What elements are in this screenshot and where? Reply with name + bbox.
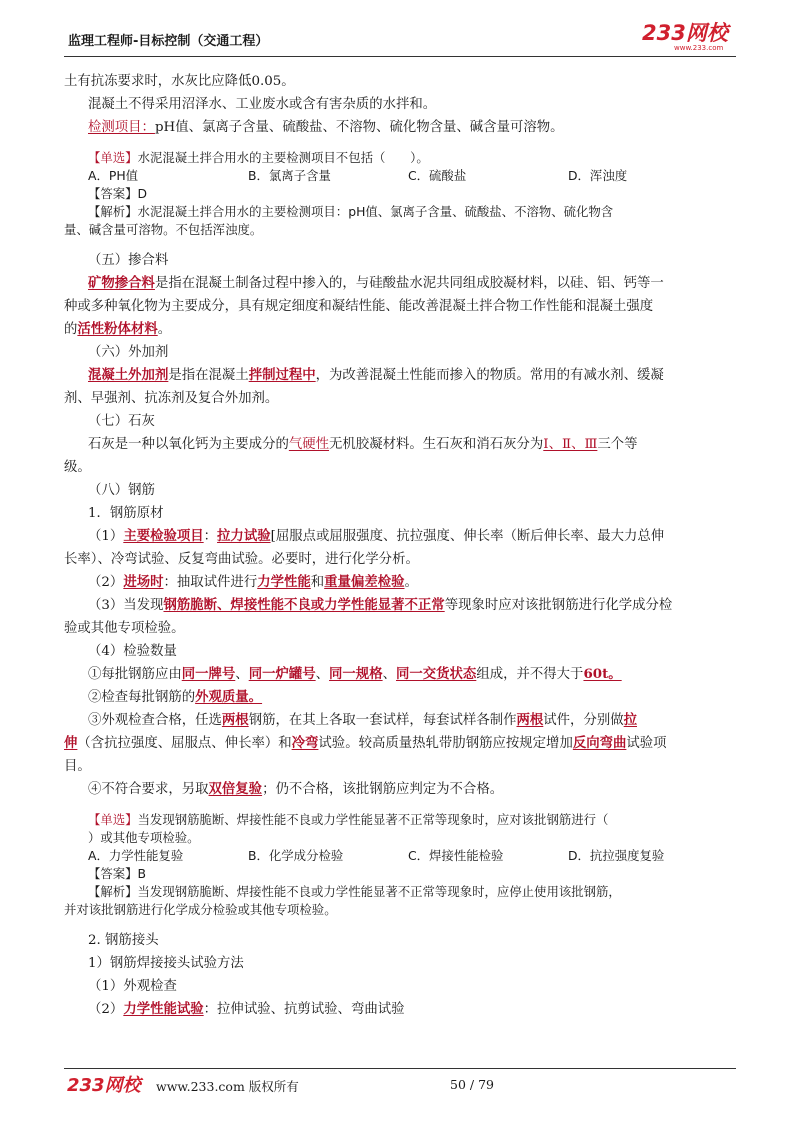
- paragraph: （1）外观检查: [88, 979, 177, 994]
- paragraph: 矿物掺合料是指在混凝土制备过程中掺入的，与硅酸盐水泥共同组成胶凝材料，以硅、铝、钙等一: [88, 275, 664, 291]
- option-b: B．氯离子含量: [248, 168, 331, 183]
- keyword: 活性粉体材料: [77, 321, 158, 337]
- analysis: 量、碱含量可溶物。不包括浑浊度。: [64, 222, 263, 237]
- section-heading: （五）掺合料: [88, 253, 169, 268]
- question-block-2: [64, 811, 736, 919]
- answer: 【答案】B: [88, 866, 147, 881]
- keyword: 外观质量。: [195, 689, 263, 705]
- page-number: 50 / 79: [450, 1077, 494, 1092]
- option-a: A．力学性能复验: [88, 848, 184, 863]
- analysis: 【解析】当发现钢筋脆断、焊接性能不良或力学性能显著不正常等现象时，应停止使用该批钢筋，: [88, 884, 621, 899]
- keyword: Ⅰ、Ⅱ、Ⅲ: [543, 437, 598, 452]
- keyword: 进场时: [123, 574, 164, 590]
- page-content: [64, 70, 736, 1021]
- option-d: D．抗拉强度复验: [568, 848, 665, 863]
- paragraph: ④不符合要求，另取双倍复验；仍不合格，该批钢筋应判定为不合格。: [88, 781, 504, 797]
- keyword: 力学性能: [257, 574, 311, 590]
- section-heading: （六）外加剂: [88, 345, 169, 360]
- answer: 【答案】D: [88, 186, 148, 201]
- logo-sub: www.233.com: [674, 44, 724, 52]
- paragraph: 级。: [64, 460, 91, 475]
- paragraph: （2）进场时：抽取试件进行力学性能和重量偏差检验。: [88, 574, 418, 590]
- question-options: [64, 847, 736, 865]
- question-stem: ）或其他专项检验。: [88, 830, 200, 845]
- keyword: 重量偏差检验: [324, 574, 405, 590]
- option-c: C．焊接性能检验: [408, 848, 504, 863]
- footer-logo-text: 233网校: [67, 1075, 141, 1096]
- paragraph: 石灰是一种以氧化钙为主要成分的气硬性无机胶凝材料。生石灰和消石灰分为Ⅰ、Ⅱ、Ⅲ三个等: [88, 437, 638, 452]
- section-heading: （八）钢筋: [88, 483, 155, 498]
- question-stem: 水泥混凝土拌合用水的主要检测项目不包括（ ）。: [137, 150, 429, 165]
- section-heading: （七）石灰: [88, 414, 155, 429]
- page-header: [64, 18, 736, 57]
- question-stem: 当发现钢筋脆断、焊接性能不良或力学性能显著不正常等现象时，应对该批钢筋进行（: [137, 812, 609, 827]
- keyword: 检测项目：: [88, 120, 155, 135]
- paragraph: 长率）、冷弯试验、反复弯曲试验。必要时，进行化学分析。: [64, 552, 419, 567]
- analysis: 并对该批钢筋进行化学成分检验或其他专项检验。: [64, 902, 337, 917]
- paragraph: （3）当发现钢筋脆断、焊接性能不良或力学性能显著不正常等现象时应对该批钢筋进行化学成分检: [88, 597, 673, 613]
- option-a: A．PH值: [88, 168, 139, 183]
- analysis: 【解析】水泥混凝土拌合用水的主要检测项目：pH值、氯离子含量、硫酸盐、不溶物、硫化物含: [88, 204, 614, 219]
- keyword: 两根: [221, 712, 249, 728]
- option-b: B．化学成分检验: [248, 848, 344, 863]
- paragraph: 验或其他专项检验。: [64, 621, 185, 636]
- paragraph: 的活性粉体材料。: [64, 321, 172, 337]
- paragraph: ③外观检查合格，任选两根钢筋，在其上各取一套试样，每套试样各制作两根试件，分别做拉: [88, 712, 638, 728]
- keyword: 力学性能试验: [123, 1001, 204, 1017]
- paragraph: 目。: [64, 759, 91, 774]
- paragraph: （4）检验数量: [88, 644, 177, 659]
- footer-logo: [66, 1071, 146, 1097]
- keyword: 同一交货状态: [395, 666, 477, 682]
- question-block-1: [64, 149, 736, 239]
- footer-site: www.233.com 版权所有: [156, 1079, 299, 1094]
- keyword: 钢筋脆断、焊接性能不良或力学性能显著不正常: [163, 597, 445, 613]
- keyword: 主要检验项目: [123, 528, 204, 544]
- keyword: 同一炉罐号: [248, 666, 316, 682]
- question-tag: 【单选】: [88, 812, 138, 827]
- keyword: 矿物掺合料: [88, 275, 155, 291]
- subsection-heading: 1．钢筋原材: [88, 506, 164, 521]
- keyword: 伸: [64, 735, 78, 751]
- paragraph: 检测项目：pH值、氯离子含量、硫酸盐、不溶物、硫化物含量、碱含量可溶物。: [88, 120, 564, 135]
- logo-text: 233网校: [642, 21, 728, 45]
- subsection-heading: 2. 钢筋接头: [88, 933, 159, 948]
- header-title: 监理工程师-目标控制（交通工程）: [68, 34, 269, 49]
- keyword: 同一牌号: [181, 666, 236, 682]
- keyword: 60t。: [583, 666, 622, 682]
- paragraph: 剂、早强剂、抗冻剂及复合外加剂。: [64, 391, 279, 406]
- keyword: 气硬性: [288, 437, 330, 452]
- keyword: 双倍复验: [208, 781, 263, 797]
- paragraph: 混凝土外加剂是指在混凝土拌制过程中，为改善混凝土性能而掺入的物质。常用的有减水剂、缓凝: [88, 367, 664, 383]
- paragraph: （1）主要检验项目：拉力试验[屈服点或屈服强度、抗拉强度、伸长率（断后伸长率、最大力总伸: [88, 528, 665, 544]
- option-d: D．浑浊度: [568, 168, 628, 183]
- paragraph: 混凝土不得采用沼泽水、工业废水或含有害杂质的水拌和。: [88, 97, 437, 112]
- question-options: [64, 167, 736, 185]
- keyword: 两根: [516, 712, 544, 728]
- option-c: C．硫酸盐: [408, 168, 467, 183]
- paragraph: ②检查每批钢筋的外观质量。: [88, 689, 263, 705]
- keyword: 拉力试验: [217, 528, 271, 544]
- page-footer: [64, 1068, 736, 1099]
- keyword: 同一规格: [329, 666, 383, 682]
- paragraph: （2）力学性能试验：拉伸试验、抗剪试验、弯曲试验: [88, 1001, 405, 1017]
- keyword: 混凝土外加剂: [88, 367, 169, 383]
- keyword: 冷弯: [291, 735, 319, 751]
- brand-logo: [640, 18, 736, 52]
- paragraph: 土有抗冻要求时，水灰比应降低0.05。: [64, 74, 295, 89]
- keyword: 拉: [623, 712, 638, 728]
- paragraph: 伸（含抗拉强度、屈服点、伸长率）和冷弯试验。较高质量热轧带肋钢筋应按规定增加反向弯曲试验项: [64, 735, 667, 751]
- keyword: 反向弯曲: [572, 735, 627, 751]
- paragraph: 1）钢筋焊接接头试验方法: [88, 956, 244, 971]
- keyword: 拌制过程中: [248, 367, 316, 383]
- paragraph: 种或多种氧化物为主要成分，具有规定细度和凝结性能、能改善混凝土拌合物工作性能和混凝土强度: [64, 299, 654, 314]
- question-tag: 【单选】: [88, 150, 138, 165]
- paragraph: ①每批钢筋应由同一牌号、同一炉罐号、同一规格、同一交货状态组成，并不得大于60t。: [88, 666, 622, 682]
